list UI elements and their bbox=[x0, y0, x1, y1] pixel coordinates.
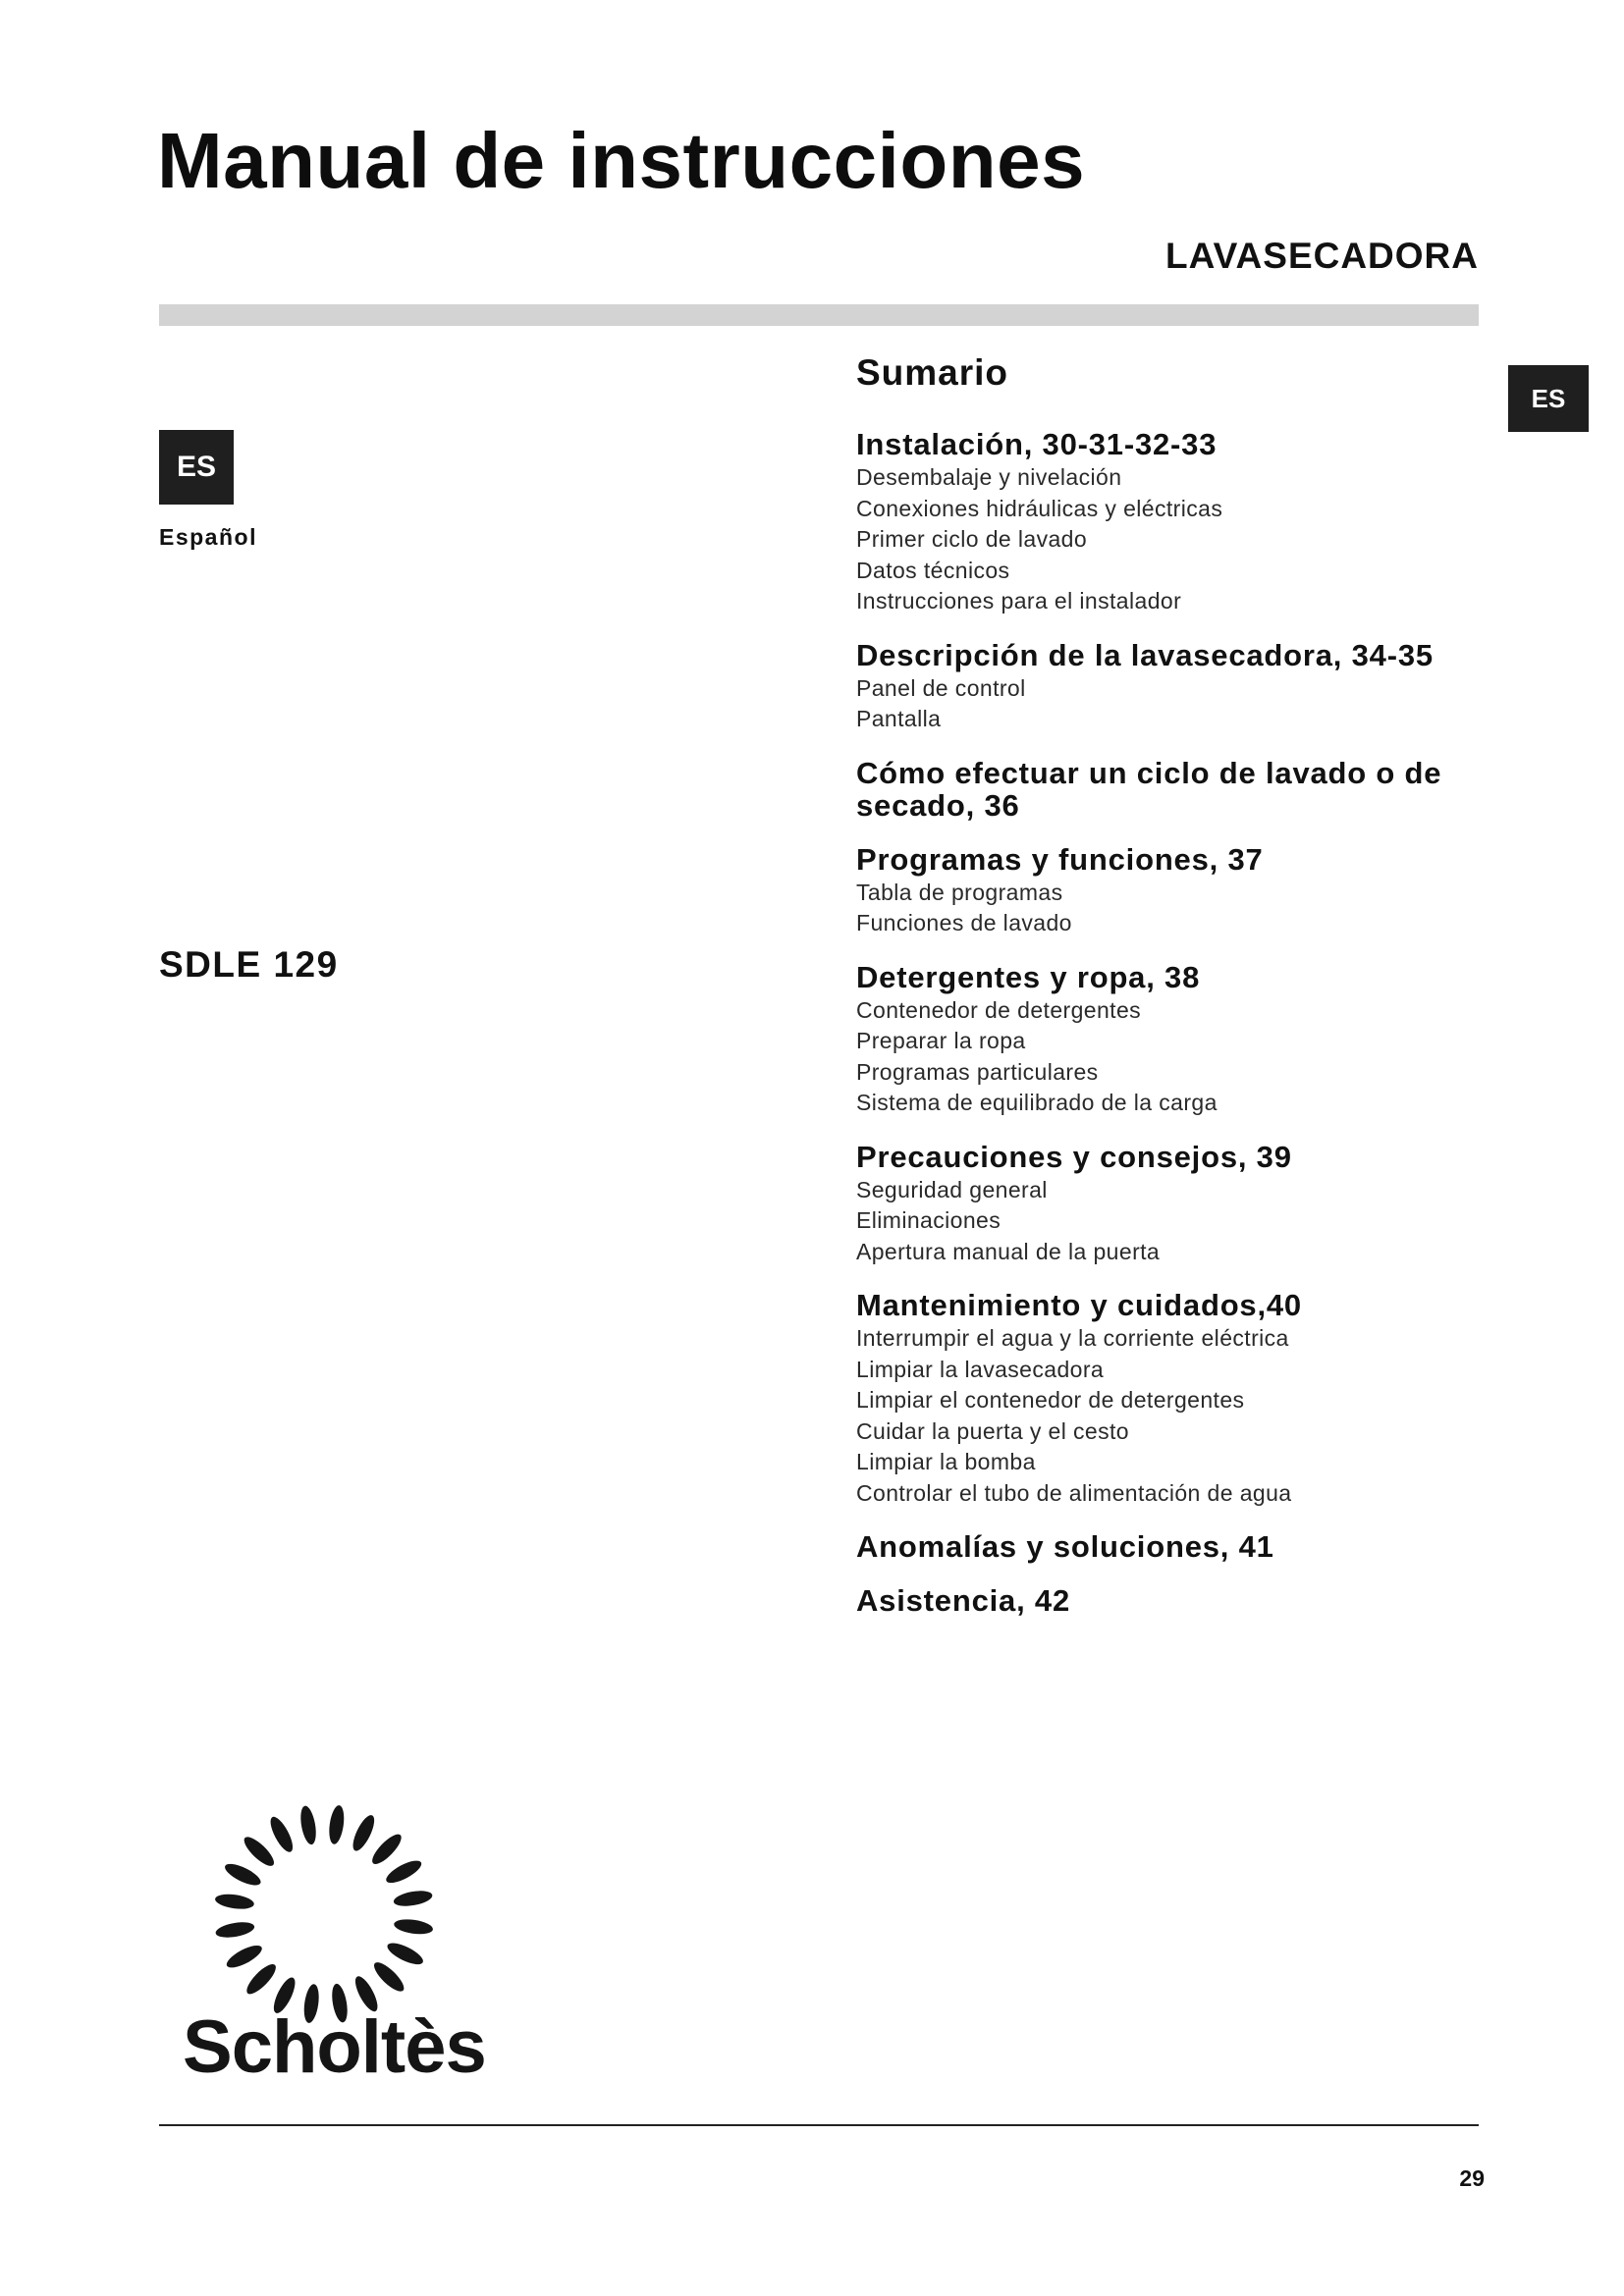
toc-section-heading: Instalación, 30-31-32-33 bbox=[856, 427, 1218, 461]
toc-section bbox=[856, 428, 1485, 617]
toc-item: Panel de control bbox=[856, 674, 1026, 701]
brand-logo-text: Scholtès bbox=[183, 2005, 486, 2089]
sun-ray bbox=[349, 1812, 378, 1853]
toc-item: Preparar la ropa bbox=[856, 1028, 1026, 1053]
toc-section bbox=[856, 639, 1485, 735]
toc-item: Sistema de equilibrado de la carga bbox=[856, 1090, 1218, 1115]
toc-section-heading: Asistencia, 42 bbox=[856, 1583, 1070, 1618]
sun-ray bbox=[368, 1831, 406, 1868]
language-name: Español bbox=[159, 524, 257, 550]
toc-section-heading: Anomalías y soluciones, 41 bbox=[856, 1529, 1274, 1564]
toc-section bbox=[856, 1584, 1485, 1617]
toc-item: Conexiones hidráulicas y eléctricas bbox=[856, 495, 1223, 521]
toc-section-heading: Detergentes y ropa, 38 bbox=[856, 959, 1201, 994]
sun-ray bbox=[370, 1958, 407, 1996]
toc-item: Tabla de programas bbox=[856, 879, 1063, 905]
table-of-contents bbox=[856, 351, 1485, 1638]
toc-section bbox=[856, 757, 1485, 822]
toc-item: Interrumpir el agua y la corriente eléctrica bbox=[856, 1325, 1289, 1351]
toc-item: Limpiar la lavasecadora bbox=[856, 1356, 1105, 1382]
toc-item: Funciones de lavado bbox=[856, 910, 1072, 935]
language-badge: ES bbox=[159, 430, 234, 505]
toc-item: Programas particulares bbox=[856, 1058, 1099, 1085]
toc-section-heading: Programas y funciones, 37 bbox=[856, 841, 1264, 877]
toc-sections bbox=[856, 428, 1485, 1617]
sun-ray bbox=[222, 1860, 263, 1890]
sun-ray bbox=[224, 1942, 265, 1972]
toc-item: Eliminaciones bbox=[856, 1207, 1001, 1233]
page-number: 29 bbox=[1459, 2165, 1485, 2191]
sun-ray bbox=[243, 1960, 280, 1998]
toc-section bbox=[856, 843, 1485, 939]
sun-ray bbox=[327, 1804, 346, 1845]
toc-title: Sumario bbox=[856, 352, 1009, 393]
toc-item: Seguridad general bbox=[856, 1176, 1048, 1202]
toc-item: Desembalaje y nivelación bbox=[856, 464, 1122, 490]
page-title: Manual de instrucciones bbox=[157, 117, 1086, 204]
toc-section-heading: Precauciones y consejos, 39 bbox=[856, 1139, 1292, 1174]
toc-item: Limpiar la bomba bbox=[856, 1449, 1036, 1474]
sun-ray bbox=[393, 1917, 434, 1936]
toc-item: Primer ciclo de lavado bbox=[856, 526, 1088, 552]
toc-section-heading: Descripción de la lavasecadora, 34-35 bbox=[856, 637, 1434, 672]
toc-section bbox=[856, 961, 1485, 1119]
toc-item: Instrucciones para el instalador bbox=[856, 588, 1182, 614]
toc-section-heading: Cómo efectuar un ciclo de lavado o de secado, 36 bbox=[856, 755, 1442, 823]
toc-item: Contenedor de detergentes bbox=[856, 996, 1142, 1023]
toc-item: Limpiar el contenedor de detergentes bbox=[856, 1387, 1245, 1413]
sun-ray bbox=[214, 1892, 255, 1910]
toc-item: Datos técnicos bbox=[856, 557, 1010, 583]
product-type: LAVASECADORA bbox=[1165, 236, 1479, 276]
sun-ray bbox=[298, 1804, 319, 1845]
sun-ray bbox=[241, 1833, 278, 1870]
sun-ray bbox=[266, 1814, 297, 1855]
toc-section bbox=[856, 1141, 1485, 1268]
side-language-tab: ES bbox=[1508, 365, 1589, 432]
toc-section bbox=[856, 1289, 1485, 1509]
toc-item: Pantalla bbox=[856, 706, 942, 731]
sun-ray bbox=[383, 1856, 424, 1887]
header-divider bbox=[159, 304, 1479, 326]
toc-section-heading: Mantenimiento y cuidados,40 bbox=[856, 1288, 1302, 1322]
toc-item: Controlar el tubo de alimentación de agua bbox=[856, 1479, 1292, 1506]
sun-ray bbox=[393, 1889, 434, 1909]
model-number: SDLE 129 bbox=[159, 944, 339, 985]
footer-divider bbox=[159, 2124, 1479, 2126]
toc-item: Cuidar la puerta y el cesto bbox=[856, 1417, 1129, 1444]
sun-ray bbox=[385, 1939, 426, 1968]
toc-section bbox=[856, 1530, 1485, 1563]
sun-ray bbox=[214, 1920, 255, 1941]
toc-item: Apertura manual de la puerta bbox=[856, 1238, 1161, 1264]
